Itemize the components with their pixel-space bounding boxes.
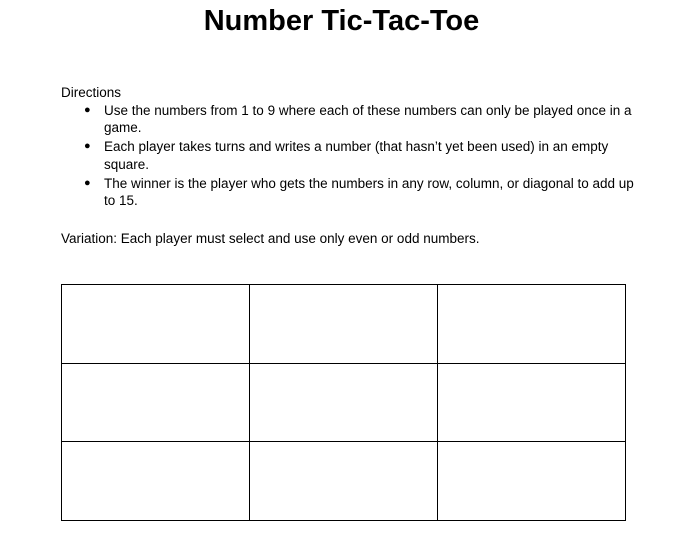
tic-tac-toe-board <box>61 284 626 521</box>
board-cell[interactable] <box>438 442 626 521</box>
page-title: Number Tic-Tac-Toe <box>203 5 480 37</box>
direction-item <box>84 102 644 137</box>
board-cell[interactable] <box>62 363 250 442</box>
board-cell[interactable] <box>250 363 438 442</box>
direction-item-text: Each player takes turns and writes a number (that hasn’t yet been used) in an empty square. <box>104 139 609 172</box>
board-row <box>62 363 626 442</box>
bullet-icon: ● <box>84 176 91 189</box>
direction-item <box>84 175 644 210</box>
bullet-icon: ● <box>84 140 91 153</box>
board-cell[interactable] <box>438 363 626 442</box>
bullet-icon: ● <box>84 104 91 116</box>
direction-item <box>84 138 644 173</box>
board-cell[interactable] <box>62 442 250 521</box>
board-row <box>62 285 626 364</box>
directions-list <box>84 102 644 211</box>
board-cell[interactable] <box>62 285 250 364</box>
directions-heading: Directions <box>61 85 122 100</box>
board-cell[interactable] <box>250 442 438 521</box>
direction-item-text: Use the numbers from 1 to 9 where each of these numbers can only be played once in a game. <box>104 103 632 136</box>
board-row <box>62 442 626 521</box>
board-cell[interactable] <box>438 285 626 364</box>
board-cell[interactable] <box>250 285 438 364</box>
direction-item-text: The winner is the player who gets the numbers in any row, column, or diagonal to add up to 15. <box>104 175 634 208</box>
variation-note: Variation: Each player must select and use only even or odd numbers. <box>61 231 480 246</box>
